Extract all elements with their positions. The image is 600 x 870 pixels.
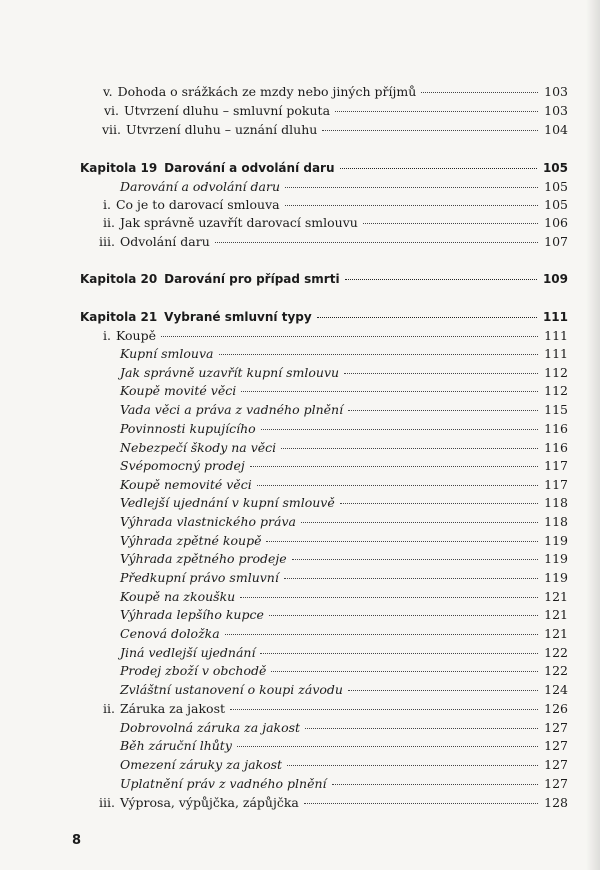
page-edge-shadow: [586, 0, 600, 870]
dot-leader: [225, 634, 538, 635]
toc-entry-title: Koupě: [115, 328, 156, 343]
dot-leader: [261, 429, 538, 430]
toc-entry-title: Kupní smlouva: [120, 346, 214, 361]
toc-entry: [103, 197, 568, 213]
toc-entry-title: Utvrzení dluhu – uznání dluhu: [126, 122, 318, 137]
toc-entry-title: Jiná vedlejší ujednání: [120, 645, 256, 660]
toc-entry-title: Odvolání daru: [119, 234, 210, 249]
toc-entry: [120, 421, 568, 437]
toc-entry-title: Vedlejší ujednání v kupní smlouvě: [120, 495, 335, 510]
toc-entry-title: Výhrada zpětné koupě: [120, 533, 262, 548]
toc-entry-page: 111: [544, 328, 568, 343]
toc-entry-title: Povinnosti kupujícího: [120, 421, 256, 436]
toc-entry-title: Omezení záruky za jakost: [120, 757, 283, 772]
toc-entry: [120, 365, 568, 381]
toc-entry-title: Výprosa, výpůjčka, zápůjčka: [119, 795, 299, 810]
toc-entry-title: Dohoda o srážkách ze mzdy nebo jiných příjmů: [117, 84, 417, 99]
toc-entry-page: 119: [544, 533, 568, 548]
dot-leader: [257, 485, 538, 486]
toc-entry-page: 115: [544, 402, 568, 417]
toc-entry: [103, 84, 568, 100]
dot-leader: [285, 187, 538, 188]
toc-entry-number: Kapitola 19: [80, 161, 158, 175]
toc-entry-title: Záruka za jakost: [119, 701, 226, 716]
toc-entry-page: 128: [544, 795, 568, 810]
toc-entry: [120, 495, 568, 511]
toc-entry-title: Jak správně uzavřít kupní smlouvu: [120, 365, 340, 380]
toc-chapter-entry: [80, 309, 568, 325]
toc-entry: [120, 402, 568, 418]
dot-leader: [260, 653, 538, 654]
dot-leader: [348, 410, 538, 411]
toc-chapter-entry: [80, 271, 568, 287]
toc-entry-page: 111: [542, 310, 568, 324]
toc-entry-title: Cenová doložka: [120, 626, 220, 641]
toc-entry-page: 103: [544, 103, 568, 118]
page-number: 8: [72, 833, 82, 848]
toc-entry-page: 121: [544, 607, 568, 622]
dot-leader: [271, 671, 538, 672]
toc-entry-page: 104: [544, 122, 568, 137]
dot-leader: [241, 391, 538, 392]
toc-entry: [120, 533, 568, 549]
toc-entry-number: Kapitola 20: [80, 272, 158, 286]
toc-entry-page: 107: [544, 234, 568, 249]
toc-entry: [120, 645, 568, 661]
dot-leader: [161, 336, 538, 337]
dot-leader: [335, 111, 538, 112]
toc-entry-title: Předkupní právo smluvní: [120, 570, 279, 585]
toc-entry: [120, 514, 568, 530]
toc-entry-page: 126: [544, 701, 568, 716]
toc-entry-page: 127: [544, 776, 568, 791]
dot-leader: [322, 130, 538, 131]
dot-leader: [292, 559, 538, 560]
toc-entry-title: Vybrané smluvní typy: [164, 310, 312, 324]
dot-leader: [301, 522, 538, 523]
toc-entry-title: Darování pro případ smrti: [164, 272, 340, 286]
toc-entry-title: Uplatnění práv z vadného plnění: [120, 776, 327, 791]
dot-leader: [421, 92, 538, 93]
toc-entry-title: Jak správně uzavřít darovací smlouvu: [119, 215, 358, 230]
toc-entry-page: 127: [544, 720, 568, 735]
toc-entry-number: vii.: [102, 122, 122, 137]
dot-leader: [344, 373, 538, 374]
toc-chapter-entry: [80, 160, 568, 176]
dot-leader: [269, 615, 538, 616]
dot-leader: [284, 578, 538, 579]
toc-entry-title: Nebezpečí škody na věci: [120, 440, 277, 455]
toc-entry-number: i.: [103, 328, 111, 343]
toc-entry-page: 121: [544, 589, 568, 604]
toc-entry: [120, 477, 568, 493]
toc-entry-title: Darování a odvolání daru: [164, 161, 335, 175]
toc-entry-page: 116: [544, 440, 568, 455]
dot-leader: [363, 223, 538, 224]
toc-entry-page: 127: [544, 738, 568, 753]
toc-entry-page: 106: [544, 215, 568, 230]
toc-entry-page: 119: [544, 570, 568, 585]
dot-leader: [281, 448, 538, 449]
toc-entry: [120, 776, 568, 792]
toc-entry: [99, 234, 568, 250]
toc-entry-title: Výhrada lepšího kupce: [120, 607, 264, 622]
dot-leader: [345, 279, 537, 280]
toc-entry-page: 105: [544, 197, 568, 212]
toc-entry: [103, 328, 568, 344]
toc-entry: [103, 701, 568, 717]
toc-entry-page: 112: [544, 383, 568, 398]
toc-entry: [103, 215, 568, 231]
toc-entry: [99, 795, 568, 811]
dot-leader: [317, 317, 537, 318]
dot-leader: [230, 709, 538, 710]
toc-entry-page: 112: [544, 365, 568, 380]
toc-entry: [104, 103, 568, 119]
toc-entry: [120, 179, 568, 195]
toc-entry-title: Koupě na zkoušku: [120, 589, 236, 604]
toc-entry-number: v.: [103, 84, 113, 99]
toc-entry-page: 121: [544, 626, 568, 641]
dot-leader: [237, 746, 538, 747]
toc-entry-number: iii.: [99, 795, 115, 810]
toc-entry: [120, 682, 568, 698]
toc-entry-title: Svépomocný prodej: [120, 458, 245, 473]
toc-entry: [120, 458, 568, 474]
dot-leader: [215, 242, 538, 243]
dot-leader: [240, 597, 538, 598]
dot-leader: [348, 690, 538, 691]
toc-entry: [120, 440, 568, 456]
toc-entry: [120, 589, 568, 605]
toc-entry-page: 109: [542, 272, 568, 286]
toc-entry-page: 105: [544, 179, 568, 194]
toc-entry: [120, 626, 568, 642]
toc-entry-page: 127: [544, 757, 568, 772]
dot-leader: [285, 205, 539, 206]
toc-entry-page: 117: [544, 477, 568, 492]
toc-entry-title: Prodej zboží v obchodě: [120, 663, 267, 678]
toc-entry-title: Koupě movité věci: [120, 383, 237, 398]
toc-entry-title: Dobrovolná záruka za jakost: [120, 720, 301, 735]
toc-entry-page: 124: [544, 682, 568, 697]
dot-leader: [266, 541, 538, 542]
toc-entry-page: 119: [544, 551, 568, 566]
toc-entry-page: 122: [544, 645, 568, 660]
toc-entry-title: Zvláštní ustanovení o koupi závodu: [120, 682, 343, 697]
dot-leader: [340, 503, 538, 504]
toc-entry: [120, 757, 568, 773]
toc-entry-title: Co je to darovací smlouva: [115, 197, 280, 212]
dot-leader: [332, 784, 539, 785]
toc-entry-title: Vada věci a práva z vadného plnění: [120, 402, 344, 417]
toc-entry-page: 122: [544, 663, 568, 678]
toc-entry-page: 105: [542, 161, 568, 175]
toc-entry-title: Koupě nemovité věci: [120, 477, 252, 492]
toc-entry-title: Běh záruční lhůty: [120, 738, 232, 753]
toc-entry-number: ii.: [103, 215, 115, 230]
toc-entry-number: vi.: [104, 103, 120, 118]
toc-entry-page: 118: [544, 495, 568, 510]
toc-entry: [120, 663, 568, 679]
toc-entry: [120, 346, 568, 362]
toc-entry: [120, 720, 568, 736]
toc-entry: [102, 122, 568, 138]
dot-leader: [250, 466, 538, 467]
toc-entry: [120, 551, 568, 567]
toc-entry-title: Výhrada vlastnického práva: [120, 514, 296, 529]
toc-entry-title: Utvrzení dluhu – smluvní pokuta: [124, 103, 331, 118]
toc-entry-title: Darování a odvolání daru: [120, 179, 281, 194]
toc-entry-page: 117: [544, 458, 568, 473]
dot-leader: [219, 354, 539, 355]
toc-entry-page: 118: [544, 514, 568, 529]
toc-entry-page: 103: [544, 84, 568, 99]
dot-leader: [304, 803, 538, 804]
dot-leader: [287, 765, 538, 766]
toc-entry-page: 111: [544, 346, 568, 361]
dot-leader: [340, 168, 537, 169]
toc-entry: [120, 570, 568, 586]
toc-entry: [120, 738, 568, 754]
toc-entry-number: ii.: [103, 701, 115, 716]
toc-entry-number: iii.: [99, 234, 115, 249]
toc-entry: [120, 607, 568, 623]
toc-entry-page: 116: [544, 421, 568, 436]
toc-entry-number: i.: [103, 197, 111, 212]
toc-entry-number: Kapitola 21: [80, 310, 158, 324]
toc-entry: [120, 383, 568, 399]
dot-leader: [305, 728, 538, 729]
toc-entry-title: Výhrada zpětného prodeje: [120, 551, 287, 566]
